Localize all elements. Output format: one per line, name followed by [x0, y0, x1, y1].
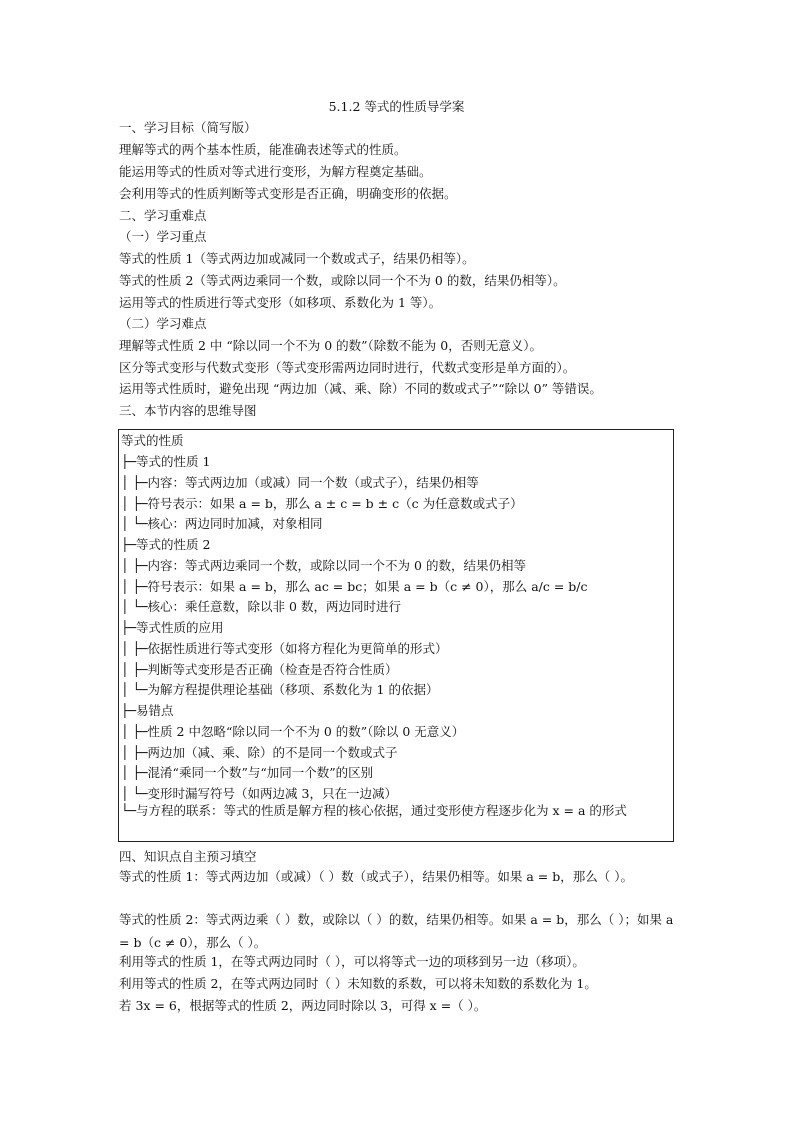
mindmap-line: │ └─变形时漏写符号（如两边减 3，只在一边减）: [121, 786, 397, 801]
section-heading-key: 二、学习重难点: [119, 208, 207, 223]
mindmap-line: │ ├─性质 2 中忽略“除以同一个不为 0 的数”（除以 0 无意义）: [121, 724, 465, 739]
section-heading-mindmap: 三、本节内容的思维导图: [119, 403, 257, 418]
subheading-difficulties: （二）学习难点: [119, 316, 207, 331]
key-point-item: 等式的性质 2（等式两边乘同一个数，或除以同一个不为 0 的数，结果仍相等）。: [119, 273, 566, 288]
mindmap-line: │ ├─内容：等式两边加（或减）同一个数（或式子），结果仍相等: [121, 475, 479, 490]
mindmap-line-last: └─与方程的联系：等式的性质是解方程的核心依据，通过变形使方程逐步化为 x = a 的形式: [121, 803, 627, 818]
mindmap-line: │ └─核心：两边同时加减，对象相同: [121, 516, 323, 531]
goal-item: 能运用等式的性质对等式进行变形，为解方程奠定基础。: [119, 164, 432, 179]
mindmap-line: │ ├─两边加（减、乘、除）的不是同一个数或式子: [121, 745, 398, 760]
section-heading-preview: 四、知识点自主预习填空: [119, 849, 257, 864]
document-title: 5.1.2 等式的性质导学案: [328, 99, 465, 114]
goal-item: 理解等式的两个基本性质，能准确表述等式的性质。: [119, 142, 407, 157]
mindmap-line: 等式的性质: [121, 433, 184, 448]
mindmap-line: │ ├─内容：等式两边乘同一个数，或除以同一个不为 0 的数，结果仍相等: [121, 558, 526, 573]
mindmap-box: [118, 429, 674, 842]
difficulty-item: 区分等式变形与代数式变形（等式变形需两边同时进行，代数式变形是单方面的）。: [119, 360, 576, 375]
section-heading-goals: 一、学习目标（简写版）: [119, 120, 257, 135]
subheading-key-points: （一）学习重点: [119, 229, 207, 244]
preview-item: 若 3x = 6，根据等式的性质 2，两边同时除以 3，可得 x =（ ）。: [119, 998, 487, 1013]
mindmap-line: │ └─为解方程提供理论基础（移项、系数化为 1 的依据）: [121, 682, 439, 697]
mindmap-line: ├─等式的性质 1: [121, 454, 211, 469]
preview-item: 等式的性质 2：等式两边乘（ ）数，或除以（ ）的数，结果仍相等。如果 a = b，那么（ ）；如果 a = b（c ≠ 0），那么（ ）。: [119, 912, 674, 950]
mindmap-line: │ ├─判断等式变形是否正确（检查是否符合性质）: [121, 662, 398, 677]
mindmap-line: │ ├─符号表示：如果 a = b，那么 a ± c = b ± c（c 为任意数或式子）: [121, 496, 523, 511]
mindmap-line: ├─等式的性质 2: [121, 537, 211, 552]
preview-item: 利用等式的性质 2，在等式两边同时（ ）未知数的系数，可以将未知数的系数化为 1。: [119, 976, 597, 991]
difficulty-item: 运用等式性质时，避免出现 “两边加（减、乘、除）不同的数或式子”“除以 0” 等错误。: [119, 381, 602, 396]
mindmap-line: │ ├─依据性质进行等式变形（如将方程化为更简单的形式）: [121, 641, 448, 656]
preview-item: 利用等式的性质 1，在等式两边同时（ ），可以将等式一边的项移到另一边（移项）。: [119, 954, 585, 969]
goal-item: 会利用等式的性质判断等式变形是否正确，明确变形的依据。: [119, 186, 457, 201]
preview-item: 等式的性质 1：等式两边加（或减）（ ）数（或式子），结果仍相等。如果 a = b，那么（ ）。: [119, 869, 633, 884]
mindmap-line: ├─等式性质的应用: [121, 620, 224, 635]
mindmap-line: │ └─核心：乘任意数，除以非 0 数，两边同时进行: [121, 599, 401, 614]
mindmap-line: ├─易错点: [121, 703, 174, 718]
mindmap-line: │ ├─混淆“乘同一个数”与“加同一个数”的区别: [121, 765, 374, 780]
mindmap-line: │ ├─符号表示：如果 a = b，那么 ac = bc；如果 a = b（c ≠ 0），那么 a/c = b/c: [121, 579, 588, 594]
key-point-item: 等式的性质 1（等式两边加或减同一个数或式子，结果仍相等）。: [119, 251, 475, 266]
difficulty-item: 理解等式性质 2 中 “除以同一个不为 0 的数”（除数不能为 0，否则无意义）。: [119, 338, 542, 353]
key-point-item: 运用等式的性质进行等式变形（如移项、系数化为 1 等）。: [119, 295, 442, 310]
